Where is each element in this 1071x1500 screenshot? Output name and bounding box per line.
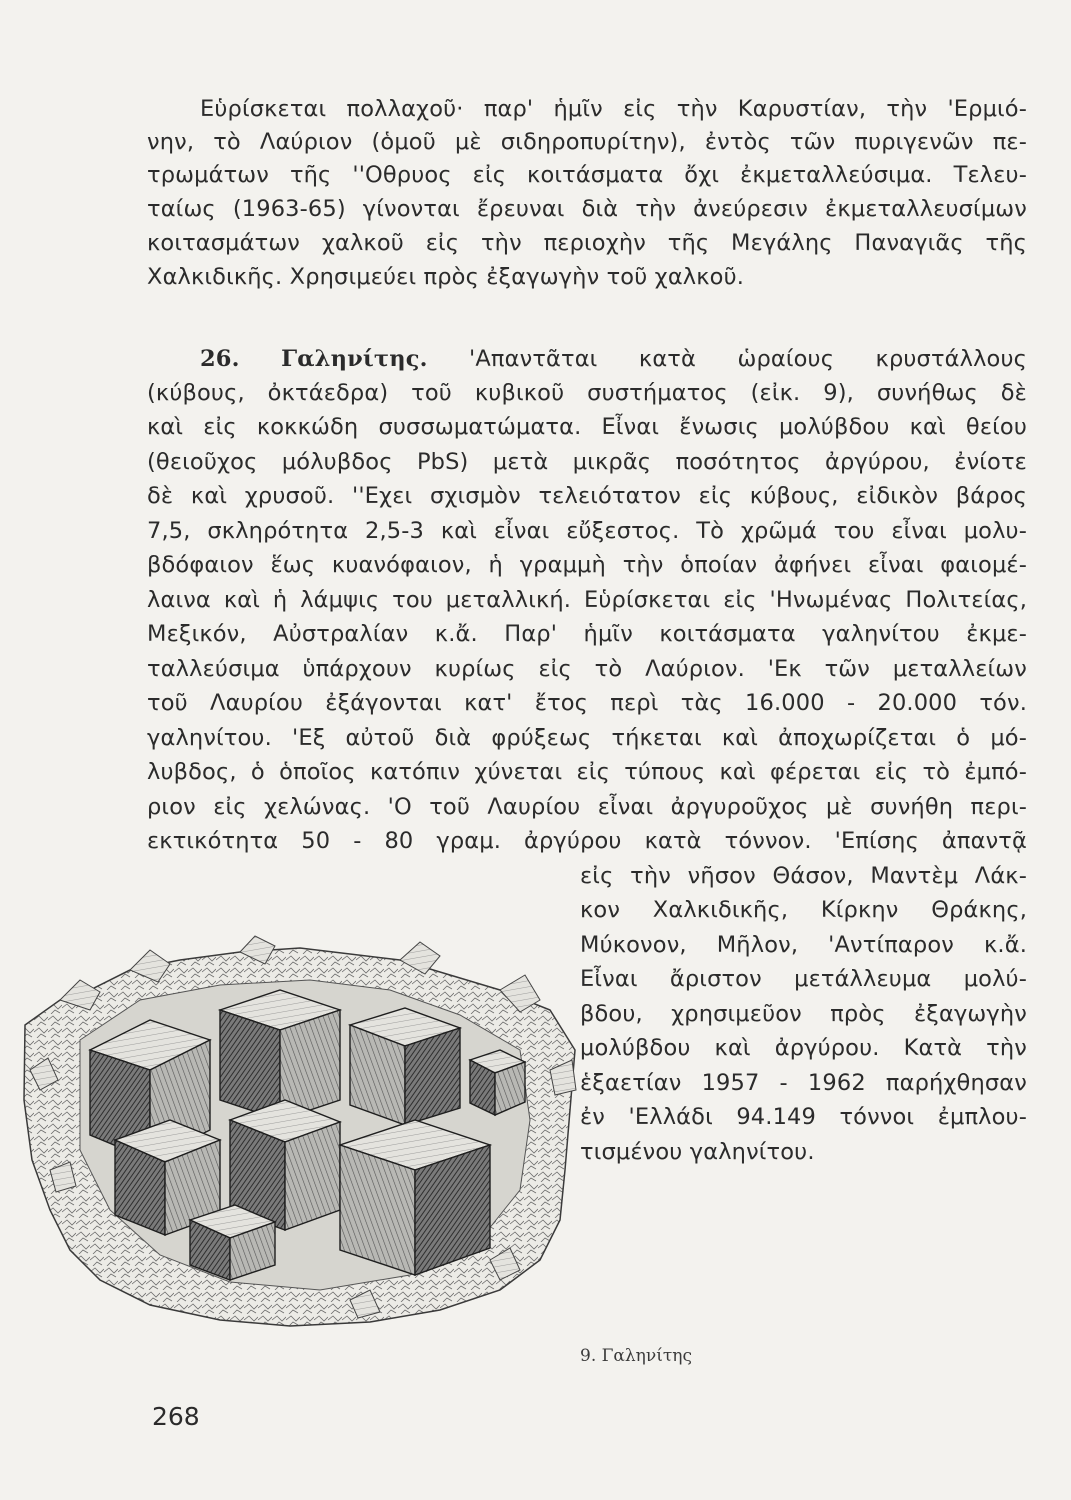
intro-line: Εὑρίσκεται πολλαχοῦ· παρ' ἡμῖν εἰς τὴν Καρυστίαν, τὴν 'Ερμιό- — [200, 96, 1027, 122]
body-line-narrow: βδου, χρησιμεῦον πρὸς ἐξαγωγὴν — [580, 1001, 1027, 1027]
body-line: γαληνίτου. 'Εξ αὐτοῦ διὰ φρύξεως τήκεται καὶ ἀποχωρίζεται ὁ μό- — [147, 725, 1027, 751]
intro-line: ταίως (1963-65) γίνονται ἔρευναι διὰ τὴν ἀνεύρεσιν ἐκμεταλλευσίμων — [147, 196, 1027, 222]
body-line-narrow: ἑξαετίαν 1957 - 1962 παρήχθησαν — [580, 1070, 1027, 1096]
intro-line: νην, τὸ Λαύριον (ὁμοῦ μὲ σιδηροπυρίτην), ἐντὸς τῶν πυριγενῶν πε- — [147, 129, 1027, 155]
body-line: (θειοῦχος μόλυβδος PbS) μετὰ μικρᾶς ποσότητος ἀργύρου, ἐνίοτε — [147, 449, 1027, 475]
body-line-narrow: τισμένου γαληνίτου. — [580, 1139, 815, 1165]
page-number: 268 — [152, 1402, 200, 1431]
intro-line: κοιτασμάτων χαλκοῦ εἰς τὴν περιοχὴν τῆς Μεγάλης Παναγιᾶς τῆς — [147, 230, 1027, 256]
galena-crystals-illustration-icon — [20, 930, 580, 1330]
body-line-narrow: Μύκονον, Μῆλον, 'Αντίπαρον κ.ἄ. — [580, 932, 1027, 958]
section-title: Γαληνίτης. — [281, 346, 428, 372]
body-line: καὶ εἰς κοκκώδη συσσωματώματα. Εἶναι ἔνωσις μολύβδου καὶ θείου — [147, 414, 1027, 440]
body-line: λυβδος, ὁ ὁποῖος κατόπιν χύνεται εἰς τύπους καὶ φέρεται εἰς τὸ ἐμπό- — [147, 759, 1027, 785]
body-line: 7,5, σκληρότητα 2,5-3 καὶ εἶναι εὔξεστος. Τὸ χρῶμά του εἶναι μολυ- — [147, 518, 1027, 544]
section-first-line-text: 'Απαντᾶται κατὰ ὡραίους κρυστάλλους — [469, 346, 1028, 372]
body-line: δὲ καὶ χρυσοῦ. ''Εχει σχισμὸν τελειότατον εἰς κύβους, εἰδικὸν βάρος — [147, 483, 1027, 509]
intro-line: τρωμάτων τῆς ''Οθρυος εἰς κοιτάσματα ὄχι ἐκμεταλλεύσιμα. Τελευ- — [147, 162, 1027, 188]
section-heading-line — [200, 345, 1027, 373]
body-line: λαινα καὶ ἡ λάμψις του μεταλλική. Εὑρίσκεται εἰς 'Ηνωμένας Πολιτείας, — [147, 587, 1027, 613]
section-number: 26. — [200, 346, 240, 372]
body-line-narrow: ἐν 'Ελλάδι 94.149 τόννοι ἐμπλου- — [580, 1104, 1027, 1130]
body-line: ριον εἰς χελώνας. 'Ο τοῦ Λαυρίου εἶναι ἀργυροῦχος μὲ συνήθη περι- — [147, 794, 1027, 820]
body-line: τοῦ Λαυρίου ἐξάγονται κατ' ἔτος περὶ τὰς 16.000 - 20.000 τόν. — [147, 690, 1027, 716]
body-line-narrow: μολύβδου καὶ ἀργύρου. Κατὰ τὴν — [580, 1035, 1027, 1061]
body-line-narrow: εἰς τὴν νῆσον Θάσον, Μαντὲμ Λάκ- — [580, 863, 1027, 889]
body-line: βδόφαιον ἕως κυανόφαιον, ἡ γραμμὴ τὴν ὁποίαν ἀφήνει εἶναι φαιομέ- — [147, 552, 1027, 578]
intro-line: Χαλκιδικῆς. Χρησιμεύει πρὸς ἐξαγωγὴν τοῦ χαλκοῦ. — [147, 264, 745, 290]
body-line-narrow: Εἶναι ἄριστον μετάλλευμα μολύ- — [580, 966, 1027, 992]
body-line: εκτικότητα 50 - 80 γραμ. ἀργύρου κατὰ τόννον. 'Επίσης ἀπαντᾷ — [147, 828, 1027, 854]
body-line: ταλλεύσιμα ὑπάρχουν κυρίως εἰς τὸ Λαύριον. 'Εκ τῶν μεταλλείων — [147, 656, 1027, 682]
body-line-narrow: κον Χαλκιδικῆς, Κίρκην Θράκης, — [580, 897, 1027, 923]
figure-caption: 9. Γαληνίτης — [580, 1346, 692, 1366]
body-line: Μεξικόν, Αὐστραλίαν κ.ἄ. Παρ' ἡμῖν κοιτάσματα γαληνίτου ἐκμε- — [147, 621, 1027, 647]
body-line: (κύβους, ὀκτάεδρα) τοῦ κυβικοῦ συστήματος (εἰκ. 9), συνήθως δὲ — [147, 380, 1027, 406]
